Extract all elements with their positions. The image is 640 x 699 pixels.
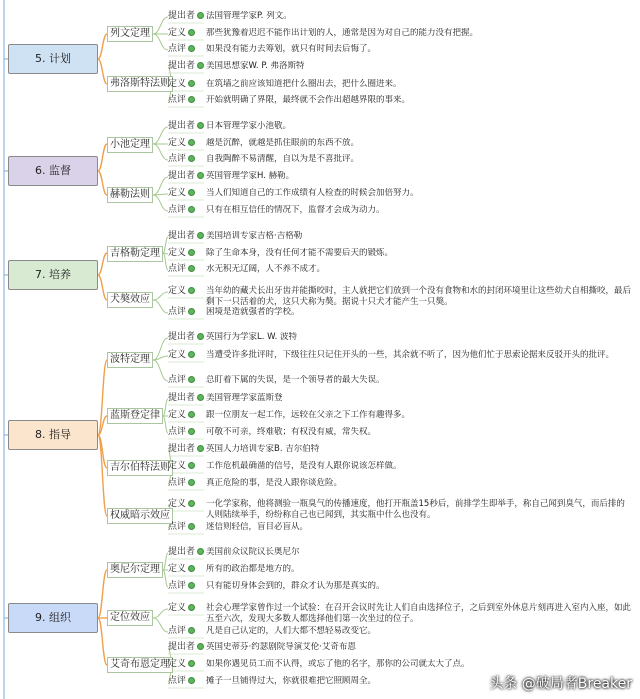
minus-circle-icon[interactable] <box>188 604 195 611</box>
row-text: 跟一位朋友一起工作，远较在父亲之下工作有趣得多。 <box>206 410 411 420</box>
row-label <box>168 188 195 199</box>
minus-circle-icon[interactable] <box>188 139 195 146</box>
row-label-text: 定义 <box>168 603 187 613</box>
row-text: 社会心理学家曾作过一个试验：在召开会议时先让人们自由选择位子，之后到室外休息片刻再进入室内入座，如此五至六次，发现大多数人都选择他们第一次坐过的位子。 <box>206 603 632 624</box>
row-label-text: 点评 <box>168 307 187 317</box>
law-node[interactable]: 艾奇布恩定理 <box>107 657 173 673</box>
row-label-text: 点评 <box>168 626 187 636</box>
minus-circle-icon[interactable] <box>188 565 195 572</box>
law-node[interactable]: 权威暗示效应 <box>107 508 173 524</box>
row-text: 如果没有能力去筹划，就只有时间去后悔了。 <box>206 44 377 54</box>
row-text: 一化学家称，他将测验一瓶臭气的传播速度，他打开瓶盖15秒后，前排学生即举手，称自己闻到臭气，而后排的人则陆续举手，纷纷称自己也已闻到，其实瓶中什么也没有。 <box>206 499 625 520</box>
row-label <box>168 231 204 242</box>
row-label-text: 点评 <box>168 44 187 54</box>
law-node[interactable]: 赫勒法则 <box>107 187 153 203</box>
row-label-text: 定义 <box>168 248 187 258</box>
row-text: 所有的政治都是地方的。 <box>206 564 300 574</box>
row-label-text: 定义 <box>168 28 187 38</box>
row-text: 除了生命本身，没有任何才能不需要后天的锻炼。 <box>206 248 394 258</box>
row-label-text: 定义 <box>168 350 187 360</box>
minus-circle-icon[interactable] <box>188 265 195 272</box>
row-text: 真正危险的事，是没人跟你谈危险。 <box>206 478 343 488</box>
row-label <box>168 659 195 670</box>
watermark: 头条 @破局者Breaker <box>489 676 632 692</box>
row-text: 在筑墙之前应该知道把什么圈出去，把什么圈进来。 <box>206 79 402 89</box>
minus-circle-icon[interactable] <box>197 333 204 340</box>
connector-line <box>98 618 107 665</box>
row-label-text: 点评 <box>168 205 187 215</box>
row-label-text: 定义 <box>168 138 187 148</box>
connector-line <box>153 360 168 381</box>
row-label <box>168 410 195 421</box>
minus-circle-icon[interactable] <box>188 351 195 358</box>
row-label-text: 点评 <box>168 581 187 591</box>
minus-circle-icon[interactable] <box>188 29 195 36</box>
row-label <box>168 350 195 361</box>
minus-circle-icon[interactable] <box>197 232 204 239</box>
row-label-text: 点评 <box>168 264 187 274</box>
row-label <box>168 581 195 592</box>
connector-line <box>98 275 107 300</box>
connector-line <box>153 144 168 160</box>
row-label <box>168 205 195 216</box>
row-label-text: 点评 <box>168 676 187 686</box>
row-text: 美国培训专家吉格·吉格勒 <box>206 231 303 241</box>
minus-circle-icon[interactable] <box>188 582 195 589</box>
minus-circle-icon[interactable] <box>188 428 195 435</box>
row-text: 摊子一旦铺得过大，你就很难把它照顾周全。 <box>206 676 377 686</box>
row-label-text: 提出者 <box>168 61 196 71</box>
row-label-text: 提出者 <box>168 393 196 403</box>
row-label-text: 定义 <box>168 286 187 296</box>
law-node[interactable]: 定位效应 <box>107 610 153 626</box>
connector-line <box>153 292 168 300</box>
row-label <box>168 79 195 90</box>
connector-line <box>98 570 107 618</box>
law-node[interactable]: 蓝斯登定律 <box>107 408 163 424</box>
row-text: 当年幼的藏犬长出牙齿并能撕咬时，主人就把它们放到一个没有食物和水的封闭环境里让这些幼犬自相撕咬，最后剩下一只活着的犬，这只犬称为獒。据说十只犬才能产生一只獒。 <box>206 286 632 307</box>
row-label <box>168 375 195 386</box>
row-label <box>168 154 195 165</box>
row-label-text: 提出者 <box>168 231 196 241</box>
connector-line <box>153 356 168 360</box>
minus-circle-icon[interactable] <box>188 287 195 294</box>
law-node[interactable]: 波特定理 <box>107 352 153 368</box>
row-label <box>168 28 195 39</box>
row-label-text: 提出者 <box>168 121 196 131</box>
row-label-text: 点评 <box>168 522 187 532</box>
law-node[interactable]: 吉格勒定理 <box>107 246 163 262</box>
minus-circle-icon[interactable] <box>188 155 195 162</box>
row-label <box>168 332 204 343</box>
row-text: 英国史蒂芬·约瑟剧院导演艾伦·艾奇布恩 <box>206 642 356 652</box>
row-label-text: 提出者 <box>168 444 196 454</box>
row-label <box>168 564 195 575</box>
row-label-text: 点评 <box>168 154 187 164</box>
minus-circle-icon[interactable] <box>197 445 204 452</box>
topic-node[interactable]: 9. 组织 <box>8 603 98 633</box>
row-label <box>168 427 195 438</box>
row-label <box>168 393 204 404</box>
connector-line <box>153 338 168 360</box>
connector-line <box>153 618 168 632</box>
row-text: 凡是自己认定的，人们大都不想轻易改变它。 <box>206 626 377 636</box>
row-text: 水无积无辽阔，人不养不成才。 <box>206 264 326 274</box>
minus-circle-icon[interactable] <box>188 479 195 486</box>
law-node[interactable]: 弗洛斯特法则 <box>107 76 173 92</box>
minus-circle-icon[interactable] <box>197 62 204 69</box>
law-node[interactable]: 奥尼尔定理 <box>107 562 163 578</box>
row-label <box>168 61 204 72</box>
row-label-text: 提出者 <box>168 642 196 652</box>
row-label-text: 提出者 <box>168 171 196 181</box>
row-text: 日本管理学家小池敬。 <box>206 121 292 131</box>
row-text: 工作危机最确凿的信号，是没有人跟你说该怎样做。 <box>206 461 402 471</box>
row-text: 越是沉醉，就越是抓住眼前的东西不放。 <box>206 138 360 148</box>
row-text: 只有能切身体会到的，群众才认为那是真实的。 <box>206 581 385 591</box>
connector-line <box>153 195 168 211</box>
law-node[interactable]: 吉尔伯特法则 <box>107 460 173 476</box>
row-text: 当人们知道自己的工作成绩有人检查的时候会加倍努力。 <box>206 188 419 198</box>
connector-line <box>98 253 107 275</box>
minus-circle-icon[interactable] <box>188 627 195 634</box>
row-label-text: 定义 <box>168 499 187 509</box>
row-label <box>168 547 204 558</box>
law-node[interactable]: 犬獒效应 <box>107 292 153 308</box>
minus-circle-icon[interactable] <box>188 45 195 52</box>
row-label-text: 点评 <box>168 95 187 105</box>
row-text: 自我陶醉不易清醒，自以为是不喜批评。 <box>206 154 360 164</box>
minus-circle-icon[interactable] <box>188 677 195 684</box>
row-label <box>168 626 195 637</box>
row-text: 当遭受许多批评时，下级往往只记住开头的一些，其余就不听了，因为他们忙于思索论据来反驳开头的批评。 <box>206 350 615 360</box>
row-label <box>168 11 204 22</box>
row-label <box>168 499 195 510</box>
minus-circle-icon[interactable] <box>188 376 195 383</box>
row-text: 英国管理学家H. 赫勒。 <box>206 171 295 181</box>
minus-circle-icon[interactable] <box>188 660 195 667</box>
minus-circle-icon[interactable] <box>188 96 195 103</box>
row-text: 开始就明确了界限，最终就不会作出超越界限的事来。 <box>206 95 411 105</box>
row-text: 只有在相互信任的情况下，监督才会成为动力。 <box>206 205 385 215</box>
row-text: 英国人力培训专家B. 吉尔伯特 <box>206 444 320 454</box>
row-label-text: 定义 <box>168 659 187 669</box>
row-label-text: 提出者 <box>168 332 196 342</box>
row-label <box>168 642 204 653</box>
row-text: 美国前众议院议长奥尼尔 <box>206 547 300 557</box>
connector-line <box>153 300 168 313</box>
row-label <box>168 444 204 455</box>
row-label <box>168 171 204 182</box>
row-label-text: 提出者 <box>168 547 196 557</box>
minus-circle-icon[interactable] <box>188 500 195 507</box>
connector-line <box>153 17 168 34</box>
row-text: 困境是造就强者的学校。 <box>206 307 300 317</box>
minus-circle-icon[interactable] <box>188 189 195 196</box>
row-label-text: 定义 <box>168 461 187 471</box>
connector-line <box>98 144 107 171</box>
row-label <box>168 676 195 687</box>
row-text: 美国思想家W. P. 弗洛斯特 <box>206 61 305 71</box>
minus-circle-icon[interactable] <box>197 394 204 401</box>
row-label-text: 点评 <box>168 427 187 437</box>
topic-node[interactable]: 8. 指导 <box>8 420 98 450</box>
row-label <box>168 307 195 318</box>
minus-circle-icon[interactable] <box>197 122 204 129</box>
law-node[interactable]: 列文定理 <box>107 26 153 42</box>
minus-circle-icon[interactable] <box>188 308 195 315</box>
connector-line <box>98 171 107 195</box>
minus-circle-icon[interactable] <box>197 548 204 555</box>
row-label-text: 提出者 <box>168 11 196 21</box>
connector-line <box>98 34 107 59</box>
row-label-text: 定义 <box>168 564 187 574</box>
row-label-text: 点评 <box>168 375 187 385</box>
row-label-text: 定义 <box>168 79 187 89</box>
row-label <box>168 522 195 533</box>
minus-circle-icon[interactable] <box>188 411 195 418</box>
row-text: 法国管理学家P. 列文。 <box>206 11 292 21</box>
minus-circle-icon[interactable] <box>197 643 204 650</box>
minus-circle-icon[interactable] <box>188 206 195 213</box>
row-text: 可敬不可亲，终难敬；有权没有威，常失权。 <box>206 427 377 437</box>
connector-line <box>153 609 168 618</box>
topic-node[interactable]: 5. 计划 <box>8 44 98 74</box>
row-text: 美国管理学家蓝斯登 <box>206 393 283 403</box>
row-text: 迷信则轻信，盲目必盲从。 <box>206 522 309 532</box>
row-label-text: 定义 <box>168 188 187 198</box>
law-node[interactable]: 小池定理 <box>107 137 153 153</box>
connector-line <box>153 34 168 50</box>
row-label <box>168 44 195 55</box>
row-text: 如果你遇见员工而不认得，或忘了他的名字，那你的公司就太大了点。 <box>206 659 470 669</box>
row-text: 那些犹豫着迟迟不能作出计划的人，通常是因为对自己的能力没有把握。 <box>206 28 479 38</box>
connector-line <box>98 59 107 84</box>
row-label <box>168 603 195 614</box>
row-label <box>168 95 195 106</box>
row-text: 英国行为学家L. W. 波特 <box>206 332 297 342</box>
row-label-text: 点评 <box>168 478 187 488</box>
topic-node[interactable]: 6. 监督 <box>8 156 98 186</box>
row-label <box>168 461 195 472</box>
row-label <box>168 138 195 149</box>
row-text: 总盯着下属的失误，是一个领导者的最大失误。 <box>206 375 385 385</box>
minus-circle-icon[interactable] <box>188 462 195 469</box>
row-label <box>168 121 204 132</box>
row-label <box>168 264 195 275</box>
topic-node[interactable]: 7. 培养 <box>8 260 98 290</box>
row-label <box>168 286 195 297</box>
minus-circle-icon[interactable] <box>197 12 204 19</box>
minus-circle-icon[interactable] <box>188 80 195 87</box>
row-label <box>168 248 195 259</box>
minus-circle-icon[interactable] <box>188 523 195 530</box>
minus-circle-icon[interactable] <box>197 172 204 179</box>
connector-line <box>153 177 168 195</box>
minus-circle-icon[interactable] <box>188 249 195 256</box>
connector-line <box>153 127 168 144</box>
row-label <box>168 478 195 489</box>
row-label-text: 定义 <box>168 410 187 420</box>
